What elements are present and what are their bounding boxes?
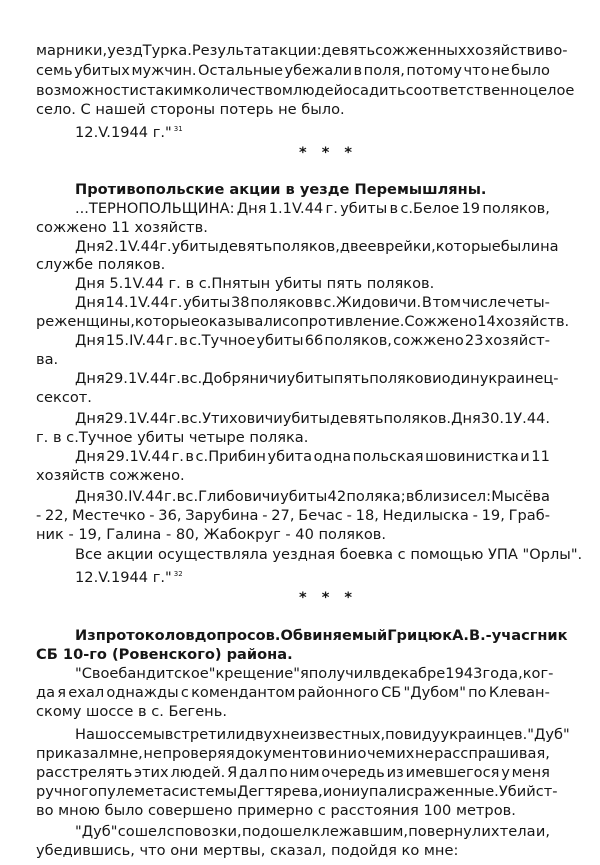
word: поля, [363,62,405,79]
text-line [75,332,550,350]
word: 36, [158,507,182,524]
word: Убийст- [498,783,558,800]
word: "Дуб" [75,823,118,840]
word: я [57,684,67,701]
word: бандитское [118,665,209,682]
date-line [75,565,183,587]
word: Грицюк [387,627,453,644]
word: девять [321,42,376,59]
word: с [180,684,189,701]
word: 18, [355,507,379,524]
section-heading: Противопольские акции в уезде Перемышляны. [75,181,487,198]
word: девять [329,410,384,427]
word: 14.1V.44 [105,294,170,311]
section-heading [75,627,568,645]
word: 66 [304,332,324,349]
text-line: службе поляков. [36,256,166,273]
word: сожжено [393,332,464,349]
text-line: г. в с.Тучное убиты четыре поляка. [36,429,309,446]
word: 30.IV.44 [104,488,164,505]
date-line [75,120,183,142]
word: было [511,62,550,79]
text-line [36,82,575,100]
word: сел: [459,488,492,505]
word: убиты [171,238,219,255]
word: и [535,42,545,59]
word: В.- [468,627,492,644]
word: сопротивление. [282,313,405,330]
word: Дня [75,294,105,311]
word: Бечас [298,507,343,524]
word: повернул [408,823,482,840]
word: польская [352,448,424,465]
word: 29.1V.44 [106,448,171,465]
word: проверяя [162,745,235,762]
text-line: село. С нашей стороны потерь не было. [36,101,345,118]
text-line [36,313,570,331]
word: поляков, [272,238,340,255]
word: Дня [75,370,105,387]
word: г. [170,294,183,311]
text-line [75,200,550,218]
word: лежавшим, [320,823,408,840]
word: еврейки, [367,238,436,255]
word: г. [171,448,184,465]
word: женщины, [54,313,135,330]
word: учасгник [491,627,568,644]
word: 27, [271,507,295,524]
word: во- [544,42,568,59]
word: 1.1V.44 [268,200,324,217]
word: Турка. [142,42,192,59]
word: "Свое [75,665,119,682]
word: Дня [236,200,267,217]
word: 11 [531,448,550,465]
text-line [75,410,550,428]
word: Обвиняемый [280,627,388,644]
word: 29.1V.44 [104,370,169,387]
word: о [357,745,367,762]
word: которые [435,238,501,255]
word: системы [171,783,238,800]
word: 14 [477,313,496,330]
word: с.Добряничи [189,370,287,387]
word: Дня [75,332,105,349]
word: поляков [250,294,314,311]
word: встретили [164,726,245,743]
text-line [75,370,559,388]
word: шоссе [94,726,143,743]
text-line: сексот. [36,389,92,406]
word: ни [337,745,357,762]
word: возможности [36,82,139,99]
word: Результат [191,42,270,59]
text-line [36,62,550,80]
word: очередь [321,764,385,781]
word: оказывали [199,313,283,330]
word: две [339,238,368,255]
word: упали [360,783,407,800]
word: с [138,82,147,99]
word: Местечко [72,507,146,524]
text-line: во мною было совершено примерно с расстояния 100 метров. [36,802,516,819]
text-line [36,783,558,801]
word: виду [403,726,441,743]
text-line: убедившись, что они мертвы, сказал, подойдя ко мне: [36,842,459,859]
word: целое [528,82,575,99]
word: Клеван- [488,684,550,701]
word: повозки, [174,823,242,840]
word: семь [36,62,73,79]
word: украинец- [479,370,559,387]
section-separator: * * * [299,589,358,606]
word: Сожжено [404,313,478,330]
word: чем [367,745,396,762]
word: Зарубина [185,507,259,524]
text-line: скому шоссе в с. Бегень. [36,703,227,720]
word: с.Прибин [195,448,266,465]
word: Я [227,764,238,781]
word: Дня [75,488,105,505]
text-line [75,488,550,506]
word: сожженных [375,42,467,59]
word: - [472,507,478,524]
word: ехал [68,684,105,701]
word: людей. [170,764,226,781]
word: 23 [464,332,484,349]
word: 19 [461,200,481,217]
word: этих [134,764,169,781]
word: с.Жидовичи. [323,294,422,311]
word: поляка; [346,488,406,505]
word: приказал [36,745,109,762]
word: Дня [75,238,105,255]
word: убита [267,448,313,465]
word: людей [292,82,344,99]
word: с.Белое [400,200,460,217]
text-line: хозяйств сожжено. [36,467,185,484]
word: и [327,745,338,762]
word: меня [511,764,550,781]
word: не [414,745,434,762]
word: Из [75,627,96,644]
word: мы [142,726,165,743]
word: по [468,684,487,701]
word: их [481,823,500,840]
word: в [176,488,186,505]
word: я [299,665,309,682]
word: г. [168,410,181,427]
word: поляков, [324,332,392,349]
word: получил [308,665,373,682]
word: На [75,726,95,743]
word: Мысёва [491,488,550,505]
word: документов [235,745,328,762]
word: - [346,507,352,524]
text-line [36,764,550,782]
word: к [311,823,321,840]
word: уезд [107,42,143,59]
word: в [180,410,190,427]
word: убежали [284,62,353,79]
word: и [322,783,333,800]
word: имевшегося [405,764,500,781]
word: допросов. [194,627,281,644]
word: ...ТЕРНОПОЛЬЩИНА: [75,200,235,217]
word: мужчин. [131,62,197,79]
word: СБ [381,684,402,701]
word: ним [289,764,320,781]
word: в [353,62,363,79]
word: года, [482,665,523,682]
word: и, [535,823,550,840]
word: потому [406,62,462,79]
word: убиты [282,410,330,427]
word: которые [134,313,200,330]
text-line: Все акции осуществляла уездная боевка с помощью УПА "Орлы". [75,546,583,563]
word: А. [452,627,469,644]
word: были [500,238,541,255]
word: - [149,507,155,524]
word: "Дубом" [403,684,466,701]
date: 12.V.1944 г." [75,124,172,141]
word: 22, [45,507,69,524]
word: ког- [522,665,554,682]
word: в [179,332,188,349]
word: да [36,684,56,701]
word: двух [244,726,281,743]
text-line [36,684,550,702]
word: убитых [74,62,130,79]
text-line [75,294,550,312]
word: количеством [193,82,293,99]
text-line [75,726,570,744]
word: пять [333,370,370,387]
word: соответственно [405,82,529,99]
word: не [491,62,510,79]
word: с.Утиховичи [189,410,283,427]
word: г. [325,200,338,217]
word: они [332,783,361,800]
word: не [143,745,162,762]
word: 1943 [445,665,483,682]
word: 19, [481,507,505,524]
word: 2.1V.44 [104,238,160,255]
word: декабре [381,665,446,682]
word: г. [165,332,179,349]
word: г. [159,238,172,255]
word: "крещение" [208,665,300,682]
word: - [262,507,268,524]
word: из [386,764,404,781]
word: на [540,238,559,255]
section-heading: СБ 10-го (Ровенского) района. [36,646,293,663]
word: по [385,726,404,743]
word: тела [499,823,536,840]
word: хозяйств. [495,313,570,330]
word: протоколов [95,627,195,644]
text-line [36,507,550,525]
word: поляков [369,370,433,387]
word: что [463,62,490,79]
word: в [180,370,190,387]
word: том [432,294,462,311]
word: убиты [280,488,328,505]
text-line [36,745,550,763]
word: Дня [75,448,105,465]
word: убиты [256,332,304,349]
word: в [314,294,323,311]
word: с.Тучное [188,332,256,349]
word: их [396,745,415,762]
word: районного [297,684,379,701]
word: убиты [286,370,334,387]
word: хозяйств [466,42,536,59]
word: неизвестных, [280,726,386,743]
word: в [185,448,195,465]
text-line [75,238,559,256]
word: Остальные [198,62,283,79]
word: девять [218,238,273,255]
word: по [269,764,288,781]
word: Дегтярева, [237,783,323,800]
word: В [421,294,432,311]
word: 30.1У.44. [480,410,551,427]
word: г. [168,370,181,387]
word: хозяйст- [484,332,550,349]
text-line: сожжено 11 хозяйств. [36,219,208,236]
date: 12.V.1944 г." [75,569,172,586]
word: пулемета [97,783,172,800]
word: и [432,370,442,387]
word: ручного [36,783,98,800]
word: расстрелять [36,764,133,781]
word: Граб- [508,507,550,524]
word: в [372,665,382,682]
word: Дня [75,410,105,427]
word: 29.1V.44 [104,410,169,427]
word: осадить [343,82,406,99]
word: поляков. [383,410,452,427]
word: 15.IV.44 [105,332,165,349]
word: вблизи [405,488,460,505]
word: однажды [106,684,179,701]
word: у [501,764,510,781]
word: сраженные. [406,783,499,800]
word: - [36,507,42,524]
word: дал [239,764,268,781]
word: "Дуб" [527,726,570,743]
text-line: ник - 19, Галина - 80, Жабокруг - 40 поляков. [36,526,387,543]
text-line: ва. [36,351,59,368]
word: четы- [507,294,550,311]
word: шовинистка [425,448,519,465]
section-separator: * * * [299,144,358,161]
text-line [75,665,554,683]
text-line: Дня 5.1V.44 г. в с.Пнятын убиты пять поляков. [75,275,435,292]
word: убиты [183,294,231,311]
word: в [389,200,399,217]
text-line [36,42,568,60]
text-line [75,448,550,466]
word: украинцев. [440,726,528,743]
word: Недилыска [382,507,469,524]
word: одна [313,448,352,465]
word: один [441,370,480,387]
word: сошел [117,823,167,840]
footnote-ref: 31 [173,125,183,133]
word: ре [36,313,55,330]
word: поляков, [482,200,550,217]
word: акции: [269,42,322,59]
word: подошел [241,823,312,840]
word: таким [146,82,194,99]
text-line [75,823,550,841]
word: 38 [231,294,250,311]
footnote-ref: 32 [173,570,183,578]
word: 42 [327,488,347,505]
word: марники, [36,42,108,59]
word: расспрашивая, [434,745,550,762]
word: убиты [340,200,388,217]
word: комендантом [191,684,296,701]
word: с.Глибовичи [185,488,280,505]
word: с [166,823,175,840]
word: г. [164,488,177,505]
word: Дня [451,410,481,427]
word: числе [461,294,507,311]
word: мне, [108,745,143,762]
word: и [520,448,530,465]
